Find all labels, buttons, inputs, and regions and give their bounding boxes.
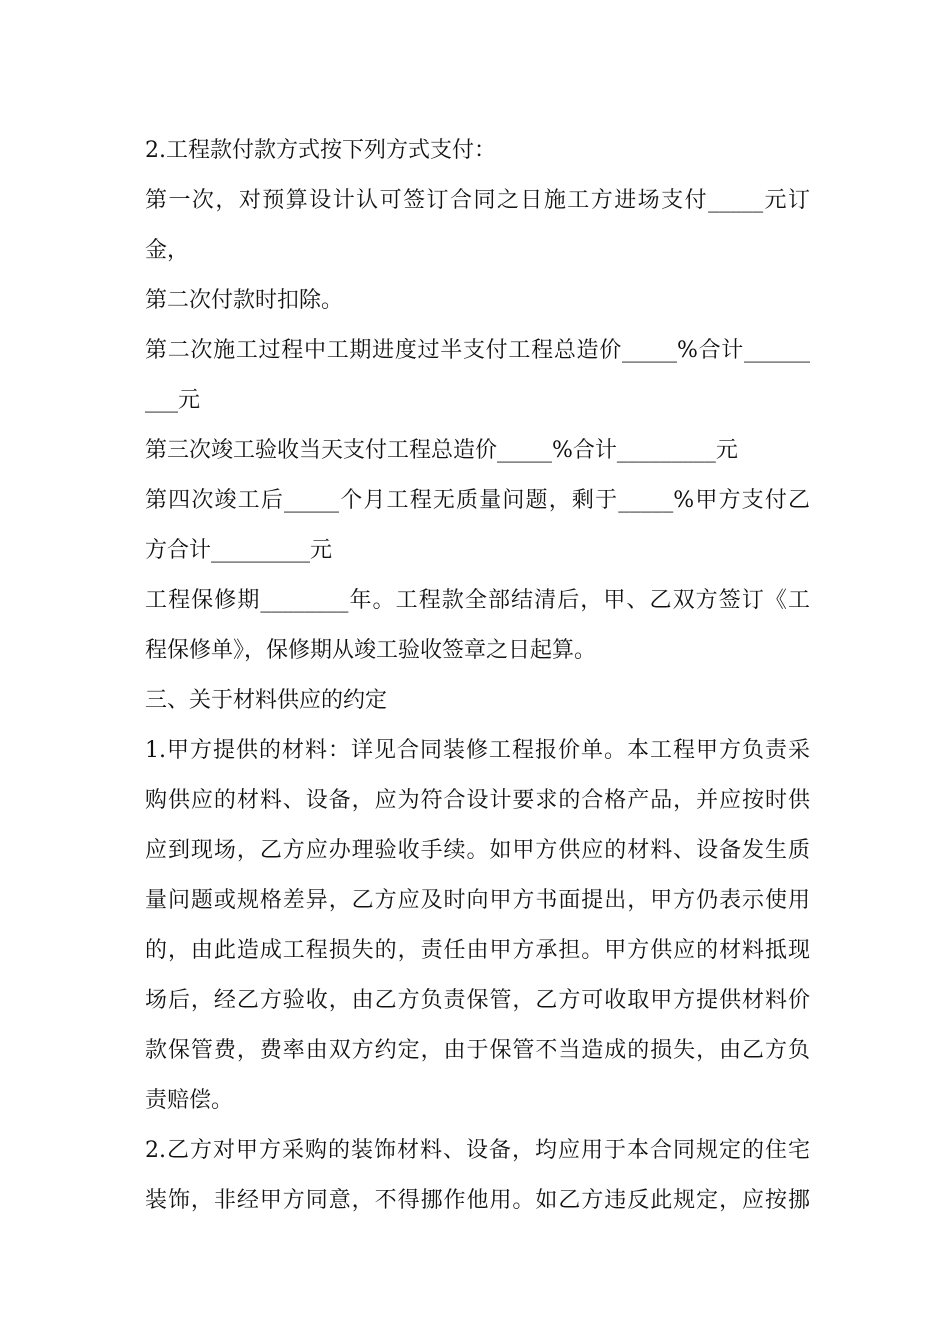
text-line-fourth-payment: 第四次竣工后_____个月工程无质量问题，剩于_____%甲方支付乙 xyxy=(145,488,810,513)
text-line-materials-1: 1.甲方提供的材料：详见合同装修工程报价单。本工程甲方负责采 xyxy=(145,738,810,763)
text-line-materials-2: 购供应的材料、设备，应为符合设计要求的合格产品，并应按时供 xyxy=(145,788,810,813)
contract-text xyxy=(145,126,810,1226)
text-line-third-payment: 第三次竣工验收当天支付工程总造价_____%合计_________元 xyxy=(145,438,738,463)
text-line-warranty: 工程保修期________年。工程款全部结清后，甲、乙双方签订《工 xyxy=(145,588,810,613)
text-line-second-deduction: 第二次付款时扣除。 xyxy=(145,288,344,313)
text-line-materials-5: 的，由此造成工程损失的，责任由甲方承担。甲方供应的材料抵现 xyxy=(145,938,810,963)
text-line-second-payment-cont: ___元 xyxy=(145,388,201,413)
text-line-materials-8: 责赔偿。 xyxy=(145,1088,234,1113)
text-line-materials-6: 场后，经乙方验收，由乙方负责保管，乙方可收取甲方提供材料价 xyxy=(145,988,810,1013)
section-heading-materials: 三、关于材料供应的约定 xyxy=(145,688,388,713)
text-line-warranty-cont: 程保修单》，保修期从竣工验收签章之日起算。 xyxy=(145,638,597,663)
text-line-materials-4: 量问题或规格差异，乙方应及时向甲方书面提出，甲方仍表示使用 xyxy=(145,888,810,913)
text-line-materials-7: 款保管费，费率由双方约定，由于保管不当造成的损失，由乙方负 xyxy=(145,1038,810,1063)
text-line-payment-method: 2.工程款付款方式按下列方式支付： xyxy=(145,138,496,163)
text-line-first-payment-cont: 金， xyxy=(145,238,190,263)
text-line-usage-1: 2.乙方对甲方采购的装饰材料、设备，均应用于本合同规定的住宅 xyxy=(145,1138,810,1163)
text-line-first-payment: 第一次，对预算设计认可签订合同之日施工方进场支付_____元订 xyxy=(145,188,810,213)
text-line-materials-3: 应到现场，乙方应办理验收手续。如甲方供应的材料、设备发生质 xyxy=(145,838,810,863)
text-line-fourth-payment-cont: 方合计_________元 xyxy=(145,538,333,563)
text-line-second-payment: 第二次施工过程中工期进度过半支付工程总造价_____%合计______ xyxy=(145,338,810,363)
text-line-usage-2: 装饰，非经甲方同意，不得挪作他用。如乙方违反此规定，应按挪 xyxy=(145,1188,810,1213)
